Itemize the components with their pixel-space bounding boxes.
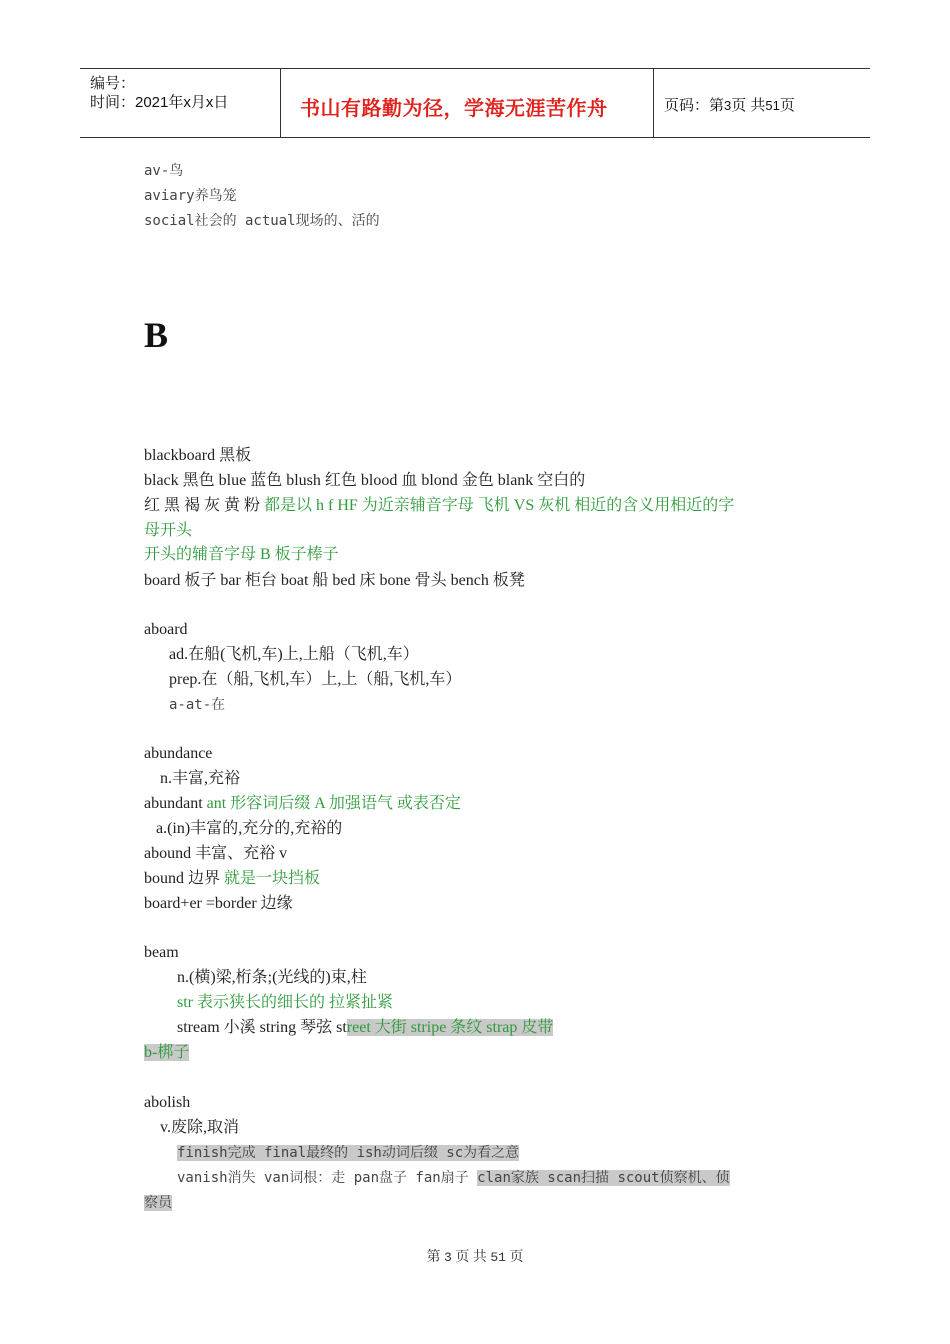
text-line: [177, 1018, 553, 1038]
entry-definition: v.废除,取消: [160, 1119, 239, 1136]
note-line: 母开头: [144, 522, 193, 539]
entry-word: abolish: [144, 1094, 191, 1111]
section-heading: B: [144, 315, 169, 355]
footer-prefix: 第: [426, 1250, 445, 1265]
entry-definition: prep.在（船,飞机,车）上,上（船,飞机,车）: [169, 671, 462, 688]
entry-word: beam: [144, 944, 179, 961]
page-total: 51: [765, 98, 780, 113]
header-page-number: [664, 94, 795, 115]
entry-definition: n.丰富,充裕: [160, 770, 241, 787]
header-motto: 书山有路勤为径，学海无涯苦作舟: [300, 96, 608, 120]
text-line: social社会的 actual现场的、活的: [144, 213, 380, 229]
highlighted-note: reet 大街 stripe 条纹 strap 皮带: [346, 1019, 554, 1036]
colors-text: 红 黑 褐 灰 黄 粉: [144, 497, 265, 514]
word-text: abundant: [144, 795, 207, 812]
page-footer: [0, 1246, 950, 1266]
page-current: 3: [724, 98, 732, 113]
footer-mid: 页 共: [451, 1250, 491, 1265]
entry-word: [144, 794, 461, 814]
text-line: [144, 869, 320, 889]
text-line: av-鸟: [144, 163, 184, 179]
text-line: board+er =border 边缘: [144, 895, 293, 912]
entry-definition: n.(横)梁,桁条;(光线的)束,柱: [177, 969, 367, 986]
note-line: str 表示狭长的细长的 拉紧扯紧: [177, 994, 394, 1011]
word-text: stream 小溪 string 琴弦 st: [177, 1019, 347, 1036]
entry-note: a-at-在: [169, 697, 226, 713]
text-line: [177, 1143, 519, 1163]
note-line: [144, 1043, 189, 1063]
entry-definition: a.(in)丰富的,充分的,充裕的: [156, 820, 343, 837]
text-line: [144, 1193, 172, 1213]
text-line: aviary养鸟笼: [144, 188, 237, 204]
footer-suffix: 页: [505, 1250, 524, 1265]
footer-total-pages: 51: [490, 1250, 506, 1265]
header-left-cell: [80, 69, 281, 137]
highlighted-note: finish完成 final最终的 ish动词后缀 sc为看之意: [177, 1145, 520, 1161]
page-suffix: 页: [779, 97, 795, 114]
page-header: [80, 68, 870, 138]
highlighted-note: 察员: [144, 1195, 172, 1211]
word-text: bound 边界: [144, 870, 225, 887]
text-line: blackboard 黑板: [144, 447, 252, 464]
page-prefix: 页码：第: [664, 97, 725, 114]
header-motto-cell: [281, 69, 654, 137]
footer-current-page: 3: [444, 1250, 452, 1265]
text-line: abound 丰富、充裕 v: [144, 845, 288, 862]
note-text: 就是一块挡板: [224, 870, 321, 887]
doc-date: 时间：2021年x月x日: [90, 94, 229, 111]
entry-word: aboard: [144, 621, 188, 638]
entry-word: abundance: [144, 745, 213, 762]
text-line: [144, 496, 734, 516]
doc-number-label: 编号：: [90, 75, 136, 92]
text-line: [177, 1168, 730, 1188]
entry-definition: ad.在船(飞机,车)上,上船（飞机,车）: [169, 646, 419, 663]
highlighted-note: clan家族 scan扫描 scout侦察机、侦: [477, 1170, 730, 1186]
page-mid: 页 共: [731, 97, 766, 114]
note-text: 都是以 h f HF 为近亲辅音字母 飞机 VS 灰机 相近的含义用相近的字: [264, 497, 735, 514]
header-page-cell: [654, 69, 870, 137]
note-text: ant 形容词后缀 A 加强语气 或表否定: [206, 795, 461, 812]
note-line: 开头的辅音字母 B 板子棒子: [144, 546, 339, 563]
text-line: board 板子 bar 柜台 boat 船 bed 床 bone 骨头 bench 板凳: [144, 572, 525, 589]
highlighted-note: b-梆子: [144, 1044, 190, 1061]
word-text: vanish消失 van词根：走 pan盘子 fan扇子: [177, 1170, 478, 1186]
text-line: black 黑色 blue 蓝色 blush 红色 blood 血 blond 金色 blank 空白的: [144, 472, 586, 489]
